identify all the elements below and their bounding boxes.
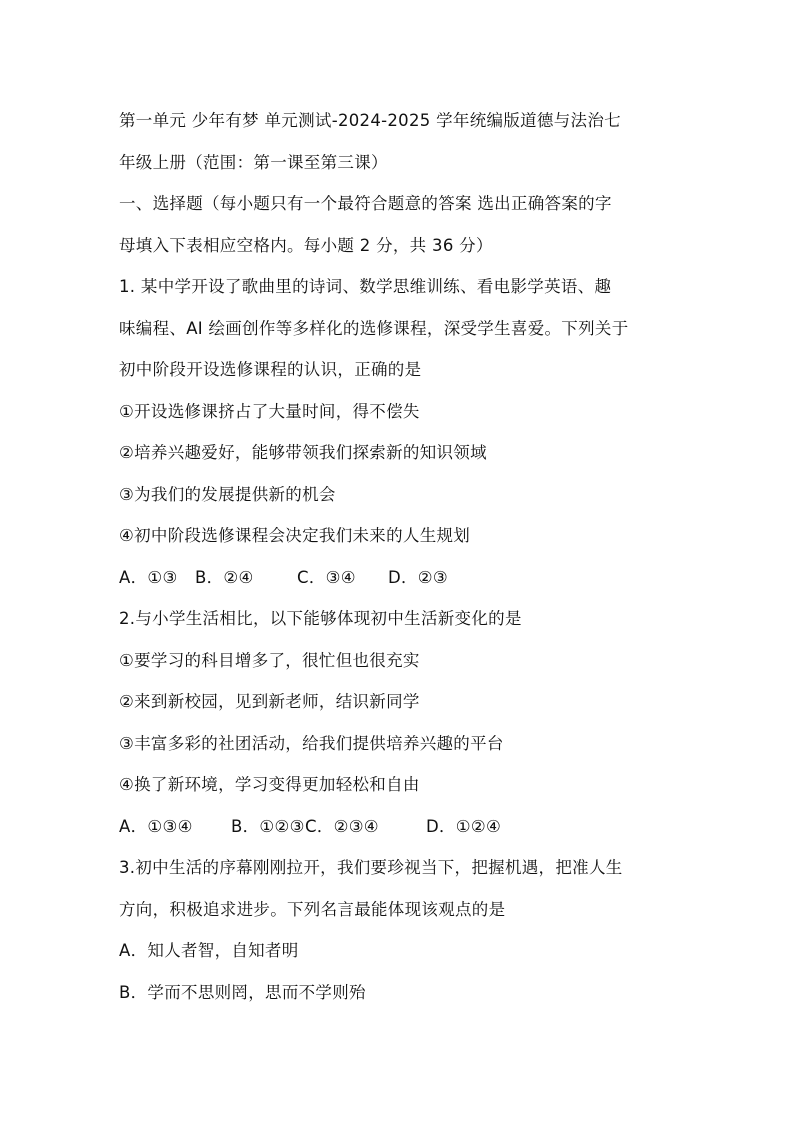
question-1-options bbox=[119, 557, 689, 599]
question-3-stem-line-2: 方向，积极追求进步。下列名言最能体现该观点的是 bbox=[119, 899, 506, 919]
question-1-stem-line-2: 味编程、AI 绘画创作等多样化的选修课程，深受学生喜爱。下列关于 bbox=[119, 318, 629, 338]
title-line-1: 第一单元 少年有梦 单元测试-2024-2025 学年统编版道德与法治七 bbox=[119, 111, 621, 130]
question-3-option-a: A．知人者智，自知者明 bbox=[119, 941, 299, 960]
question-1-stem-line-1: 1. 某中学开设了歌曲里的诗词、数学思维训练、看电影学英语、趣 bbox=[119, 277, 612, 296]
question-2-option-a: A．①③④ bbox=[119, 816, 193, 836]
document-content bbox=[119, 100, 689, 1013]
section-heading-line-2: 母填入下表相应空格内。每小题 2 分，共 36 分） bbox=[119, 235, 493, 255]
section-heading-line-1: 一、选择题（每小题只有一个最符合题意的答案 选出正确答案的字 bbox=[119, 194, 612, 213]
question-2-statement-2: ②来到新校园，见到新老师，结识新同学 bbox=[119, 692, 420, 711]
question-2-statement-3: ③丰富多彩的社团活动，给我们提供培养兴趣的平台 bbox=[119, 733, 504, 753]
question-2-statement-1: ①要学习的科目增多了，很忙但也很充实 bbox=[119, 650, 420, 670]
question-3-option-b: B．学而不思则罔，思而不学则殆 bbox=[119, 982, 366, 1002]
question-2-option-d: D．①②④ bbox=[426, 816, 502, 836]
question-1-option-d: D．②③ bbox=[388, 567, 448, 587]
question-2-option-c: C．②③④ bbox=[305, 816, 379, 836]
question-1-option-b: B．②④ bbox=[195, 567, 254, 587]
question-1-statement-2: ②培养兴趣爱好，能够带领我们探索新的知识领域 bbox=[119, 443, 487, 462]
question-2-statement-4: ④换了新环境，学习变得更加轻松和自由 bbox=[119, 775, 420, 794]
question-1-stem-line-3: 初中阶段开设选修课程的认识，正确的是 bbox=[119, 360, 422, 379]
question-1-statement-4: ④初中阶段选修课程会决定我们未来的人生规划 bbox=[119, 526, 471, 545]
question-1-option-a: A．①③ bbox=[119, 567, 178, 587]
question-2-option-b: B．①②③ bbox=[231, 816, 305, 836]
question-2-options bbox=[119, 806, 689, 848]
title-line-2: 年级上册（范围：第一课至第三课） bbox=[119, 152, 388, 172]
question-1-option-c: C．③④ bbox=[297, 567, 356, 587]
question-3-stem-line-1: 3.初中生活的序幕刚刚拉开，我们要珍视当下，把握机遇，把准人生 bbox=[119, 858, 623, 877]
question-2-stem-line-1: 2.与小学生活相比，以下能够体现初中生活新变化的是 bbox=[119, 609, 522, 628]
question-1-statement-1: ①开设选修课挤占了大量时间，得不偿失 bbox=[119, 401, 420, 421]
question-1-statement-3: ③为我们的发展提供新的机会 bbox=[119, 484, 336, 504]
